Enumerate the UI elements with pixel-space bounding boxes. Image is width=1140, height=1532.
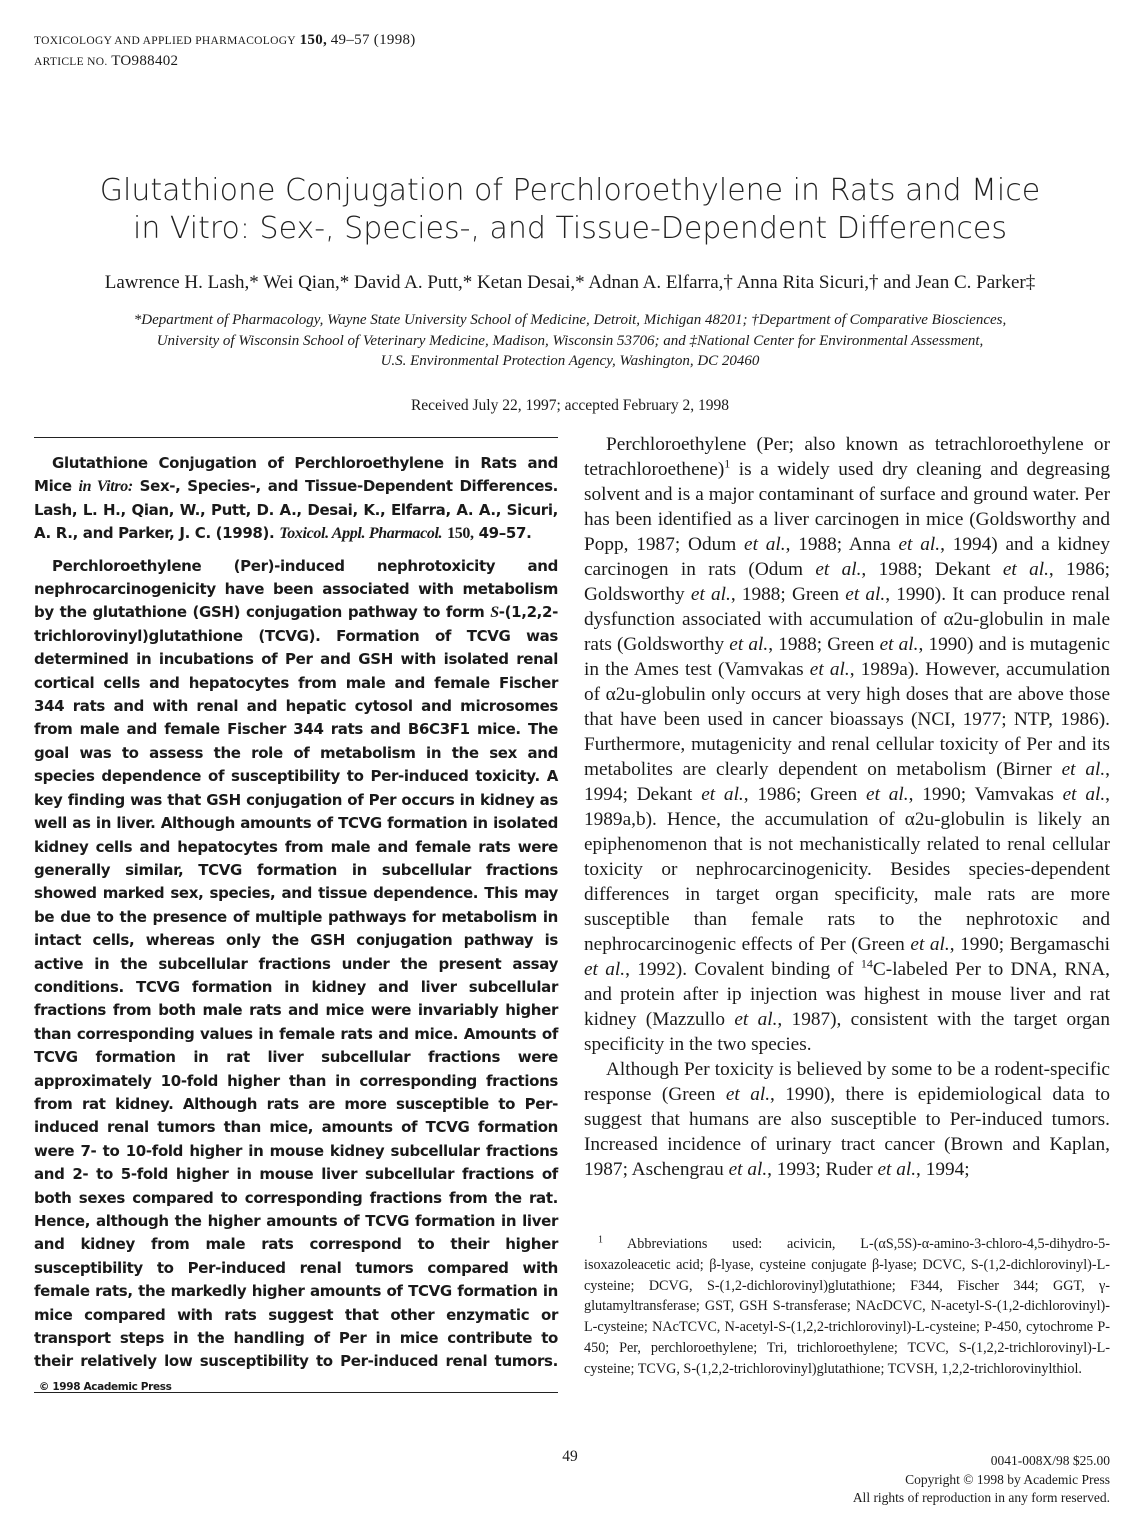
article-number: TO988402 — [111, 53, 179, 69]
citation-et-al: et al. — [898, 534, 941, 555]
body-text: , 1988; Anna — [785, 534, 899, 555]
body-text: , 1994; Dekant — [584, 759, 1110, 805]
citation-et-al: et al. — [1061, 759, 1106, 780]
article-label: ARTICLE NO. — [34, 56, 108, 68]
affiliation-line: University of Wisconsin School of Veterinary Medicine, Madison, Wisconsin 53706; and ‡National Center for Environmental Assessment, — [156, 332, 984, 349]
abstract-bottom-rule — [34, 1392, 558, 1393]
citation-et-al: et al. — [728, 1159, 768, 1180]
abstract — [34, 452, 558, 1399]
copyright-block — [853, 1452, 1110, 1508]
abstract-citation — [34, 452, 558, 546]
abstract-text-italic: S — [490, 604, 499, 622]
body-text: , 1988; Green — [730, 584, 846, 605]
citation-et-al: et al. — [690, 584, 731, 605]
body-text: , 1987), consistent with the target organ specificity in the two species. — [584, 1009, 1111, 1055]
citation-et-al: et al. — [744, 534, 786, 555]
citation-et-al: et al. — [845, 584, 886, 605]
citation-et-al: et al. — [866, 784, 909, 805]
citation-et-al: et al. — [877, 1159, 917, 1180]
paper-title — [0, 172, 1140, 248]
superscript: 1 — [724, 456, 731, 471]
citation-et-al: et al. — [809, 659, 850, 680]
copyright-line: Copyright © 1998 by Academic Press — [905, 1471, 1110, 1487]
citation-et-al: et al. — [815, 559, 862, 580]
citation-et-al: et al. — [701, 784, 744, 805]
body-text: , 1986; Goldsworthy — [584, 559, 1110, 605]
citation-et-al: et al. — [725, 1084, 771, 1105]
body-text: , 1989a,b). Hence, the accumulation of α2u-globulin is likely an epiphenomenon that is not mechanistically related to renal cellular toxicity or nephrocarcinogenicity. Besides species-dependent differences in target organ specificity, male rats are more susceptible than female rats to the nephrotoxic and nephrocarcinogenic effects of Per (Green — [584, 784, 1110, 955]
citation-title: Glutathione Conjugation of Perchloroethylene in Rats and Mice — [34, 454, 558, 496]
body-text: Although Per toxicity is believed by some to be a rodent-specific response (Green — [584, 1059, 1110, 1105]
superscript: 14 — [860, 956, 873, 971]
body-text: , 1993; Ruder — [767, 1159, 878, 1180]
affiliation-line: *Department of Pharmacology, Wayne State University School of Medicine, Detroit, Michigan 48201; †Department of Comparative Biosciences, — [133, 312, 1007, 328]
journal-pages: 49–57 (1998) — [330, 32, 416, 48]
body-text: , 1986; Green — [743, 784, 867, 805]
citation-et-al: et al. — [879, 634, 919, 655]
body-text: , 1988; Green — [768, 634, 880, 655]
affiliations — [0, 310, 1140, 372]
body-text: , 1990), there is epidemiological data to suggest that humans are also susceptible to Per-induced tumors. Increased incidence of urinary tract cancer (Brown and Kaplan, 1987; Aschengrau — [584, 1084, 1110, 1180]
intro-text — [584, 432, 1110, 1182]
citation-journal: Toxicol. Appl. Pharmacol. — [279, 525, 443, 543]
footnote-abbreviations — [584, 1234, 1110, 1380]
body-text: Perchloroethylene (Per; also known as tetrachloroethylene or tetrachloroethene) — [584, 434, 1110, 480]
citation-et-al: et al. — [1002, 559, 1049, 580]
footnote-text: Abbreviations used: acivicin, L-(αS,5S)-α-amino-3-chloro-4,5-dihydro-5-isoxazoleacetic acid; β-lyase, cysteine conjugate β-lyase; DCVC, S-(1,2-dichlorovinyl)-L-cysteine; DCVG, S-(1,2-dichlorovinyl)glutathione; F344, Fischer 344; GGT, γ-glutamyltransferase; GST, GSH S-transferase; NAcDCVC, N-acetyl-S-(1,2-dichlorovinyl)-L-cysteine; NAcTCVC, N-acetyl-S-(1,2,2-trichlorovinyl)-L-cysteine; P-450, cytochrome P-450; Per, perchloroethylene; Tri, trichloroethylene; TCVC, S-(1,2,2-trichlorovinyl)-L-cysteine; TCVG, S-(1,2,2-trichlorovinyl)glutathione; TCVSH, 1,2,2-trichlorovinylthiol. — [584, 1236, 1110, 1377]
body-text: , 1989a). However, accumulation of α2u-globulin only occurs at very high doses that are above those that have been used in cancer bioassays (NCI, 1977; NTP, 1986). Furthermore, mutagenicity and renal cellular toxicity of Per and its metabolites are clearly dependent on metabolism (Birner — [584, 659, 1111, 780]
citation-volume: 150, — [447, 525, 474, 543]
citation-et-al: et al. — [910, 934, 950, 955]
body-text: , 1992). Covalent binding of — [625, 959, 861, 980]
citation-et-al: et al. — [729, 634, 769, 655]
abstract-text: Perchloroethylene (Per)-induced nephrotoxicity and nephrocarcinogenicity have been associated with metabolism by the glutathione (GSH) conjugation pathway to form — [34, 556, 558, 622]
footnote-mark: 1 — [598, 1234, 603, 1246]
abstract-body — [34, 555, 558, 1400]
author-list: Lawrence H. Lash,* Wei Qian,* David A. Putt,* Ketan Desai,* Adnan A. Elfarra,† Anna Rita Sicuri,† and Jean C. Parker‡ — [104, 272, 1036, 293]
body-text: , 1988; Dekant — [861, 559, 1003, 580]
copyright-line: All rights of reproduction in any form reserved. — [852, 1490, 1110, 1505]
citation-pages: 49–57. — [478, 524, 532, 543]
body-text: C-labeled Per to DNA, RNA, and protein after ip injection was highest in mouse liver and rat kidney (Mazzullo — [584, 959, 1110, 1030]
journal-name: TOXICOLOGY AND APPLIED PHARMACOLOGY — [34, 35, 296, 47]
body-text: , 1994; — [916, 1159, 970, 1180]
citation-et-al: et al. — [1062, 784, 1106, 805]
body-text: , 1990) and is mutagenic in the Ames test (Vamvakas — [584, 634, 1110, 680]
title-line-2: in Vitro: Sex-, Species-, and Tissue-Dependent Differences — [133, 211, 1007, 246]
body-text: , 1990; Bergamaschi — [949, 934, 1110, 955]
body-text: , 1990). It can produce renal dysfunction associated with accumulation of α2u-globulin in male rats (Goldsworthy — [584, 584, 1110, 655]
citation-authors: Sex-, Species-, and Tissue-Dependent Differences. Lash, L. H., Qian, W., Putt, D. A., Desai, K., Elfarra, A. A., Sicuri, A. R., and Parker, J. C. (1998). — [34, 477, 558, 543]
abstract-copyright: © 1998 Academic Press — [38, 1380, 172, 1393]
intro-paragraph-1 — [584, 432, 1110, 1057]
citation-et-al: et al. — [734, 1009, 778, 1030]
title-line-1: Glutathione Conjugation of Perchloroethylene in Rats and Mice — [99, 173, 1041, 208]
received-date: Received July 22, 1997; accepted February 2, 1998 — [410, 397, 730, 414]
abstract-top-rule — [34, 437, 558, 438]
citation-et-al: et al. — [584, 959, 626, 980]
copyright-line: 0041-008X/98 $25.00 — [990, 1453, 1110, 1468]
page-number: 49 — [562, 1448, 578, 1465]
abstract-text: -(1,2,2-trichlorovinyl)glutathione (TCVG). Formation of TCVG was determined in incubations of Per and GSH with isolated renal cortical cells and hepatocytes from male and female Fischer 344 rats and with renal and hepatic cytosol and microsomes from male and female Fischer 344 rats and B6C3F1 mice. The goal was to assess the role of metabolism in the sex and species dependence of susceptibility to Per-induced toxicity. A key finding was that GSH conjugation of Per occurs in kidney as well as in liver. Although amounts of TCVG formation in isolated kidney cells and hepatocytes from male and female rats were generally similar, TCVG formation in subcellular fractions showed marked sex, species, and tissue dependence. This may be due to the presence of multiple pathways for metabolism in intact cells, whereas only the GSH conjugation pathway is active in the subcellular fractions under the present assay conditions. TCVG formation in kidney and liver subcellular fractions from both male rats and mice were invariably higher than corresponding values in female rats and mice. Amounts of TCVG formation in rat liver subcellular fractions were approximately 10-fold higher than in corresponding fractions from rat kidney. Although rats are more susceptible to Per-induced renal tumors than mice, amounts of TCVG formation were 7- to 10-fold higher in mouse kidney subcellular fractions and 2- to 5-fold higher in mouse liver subcellular fractions of both sexes compared to corresponding fractions from the rat. Hence, although the higher amounts of TCVG formation in liver and kidney from male rats correspond to their higher susceptibility to Per-induced renal tumors compared with female rats, the markedly higher amounts of TCVG formation in mice compared with rats suggest that other enzymatic or transport steps in the handling of Per in mice contribute to their relatively low susceptibility to Per-induced renal tumors. — [34, 603, 558, 1371]
journal-header — [34, 30, 416, 72]
body-text: , 1990; Vamvakas — [908, 784, 1063, 805]
affiliation-line: U.S. Environmental Protection Agency, Washington, DC 20460 — [380, 353, 760, 369]
body-text: is a widely used dry cleaning and degreasing solvent and is a major contaminant of surface and ground water. Per has been identified as a liver carcinogen in mice (Goldsworthy and Popp, 1987; Odum — [584, 459, 1110, 555]
body-text: , 1994) and a kidney carcinogen in rats (Odum — [584, 534, 1111, 580]
journal-volume: 150, — [299, 32, 328, 48]
intro-paragraph-2 — [584, 1057, 1110, 1182]
citation-title-italic: in Vitro: — [78, 478, 133, 496]
